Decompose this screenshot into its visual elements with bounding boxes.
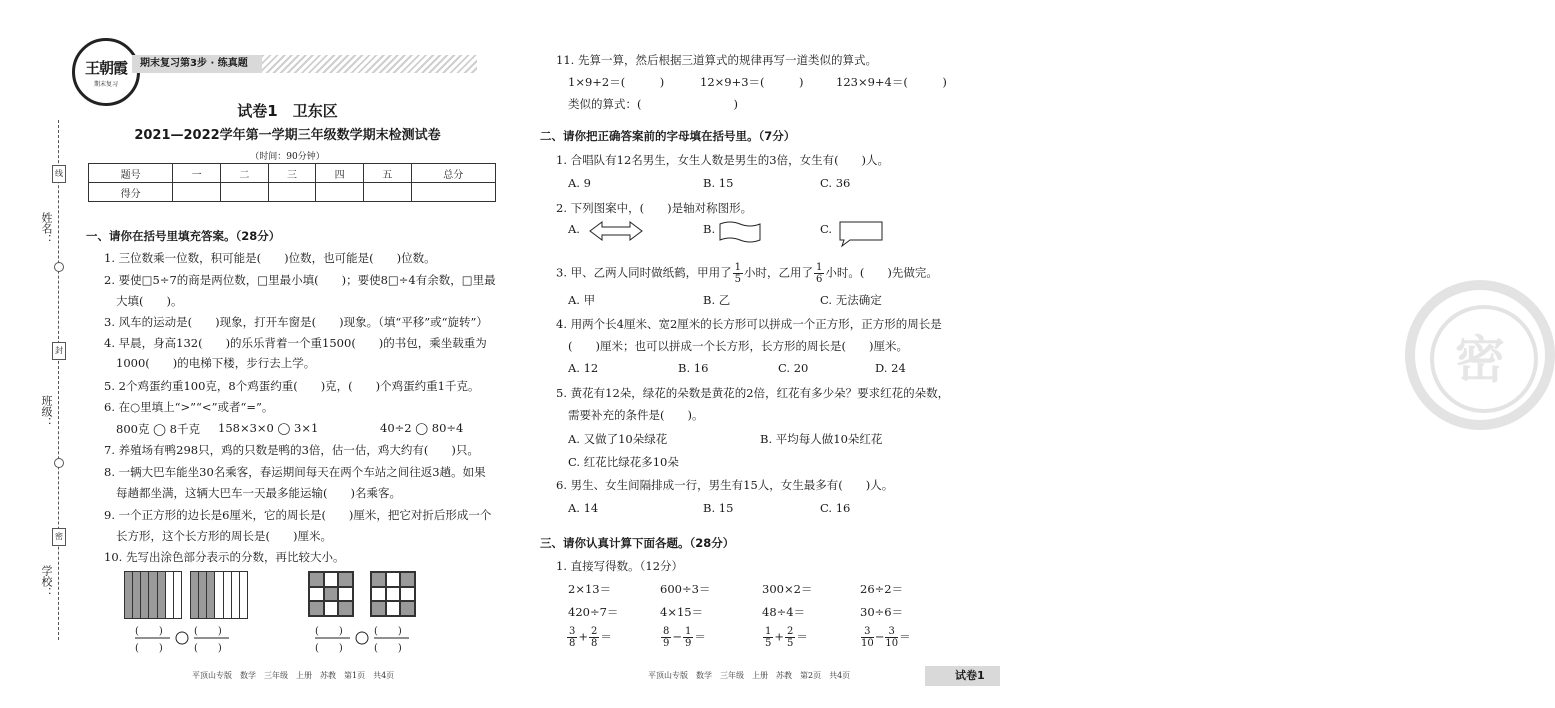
mc-question-3: 3. 甲、乙两人同时做纸鹤，甲用了 $\frac{1}{5}$ 小时，乙用了 $\frac{1}{6}$ 小时。( )先做完。 (556, 262, 938, 285)
score-cell: 五 (363, 164, 411, 183)
calc-item: 30÷6＝ (860, 605, 904, 619)
mc-question-5: 5. 黄花有12朵，绿花的朵数是黄花的2倍，红花有多少朵？要求红花的朵数， (556, 386, 950, 400)
mc-option: B. 15 (703, 176, 734, 190)
mc-option: C. 无法确定 (820, 293, 882, 307)
calc-item: 420÷7＝ (568, 605, 619, 619)
mc-question-2: 2. 下列图案中，( )是轴对称图形。 (556, 201, 753, 215)
calc-item: 48÷4＝ (762, 605, 806, 619)
mc-option: A. 14 (568, 501, 599, 515)
score-cell: 四 (316, 164, 364, 183)
binding-margin (0, 0, 75, 708)
question-11: 11. 先算一算，然后根据三道算式的规律再写一道类似的算式。 (556, 53, 877, 67)
fraction: $\frac{1}{6}$ (816, 262, 823, 285)
mc-option: A. (568, 222, 580, 236)
publisher-logo: 王朝霞 期末复习 (72, 38, 140, 106)
exam-tag: 试卷1 (925, 666, 1000, 686)
footer-left: 平顶山专版 数学 三年级 上册 苏教 第1页 共4页 (192, 671, 395, 680)
question-6a: 800克 ◯ 8千克 (116, 422, 200, 436)
calc-item: 2×13＝ (568, 582, 612, 596)
question-5: 5. 2个鸡蛋约重100克，8个鸡蛋约重( )克，( )个鸡蛋约重1千克。 (104, 379, 480, 393)
mc-option: C. 20 (778, 361, 809, 375)
calc-fraction-item: $\frac{3}{8}$ + $\frac{2}{8}$ ＝ (569, 626, 612, 649)
question-4-cont: 1000( )的电梯下楼，步行去上学。 (116, 356, 316, 370)
fraction-answer-blanks (130, 624, 470, 658)
binding-hole (54, 262, 64, 272)
exam-time: （时间：90分钟） (250, 152, 325, 162)
mc-option: D. 24 (875, 361, 906, 375)
header-stripes (262, 55, 477, 73)
mc-option: B. 乙 (703, 293, 731, 307)
mc-option: A. 12 (568, 361, 599, 375)
score-table-row (89, 183, 496, 202)
double-arrow-icon (588, 220, 644, 242)
question-6: 6. 在○里填上“>”“<”或者“=”。 (104, 400, 274, 414)
calc-fraction-item: $\frac{3}{10}$ − $\frac{3}{10}$ ＝ (861, 626, 911, 649)
question-2: 2. 要使□5÷7的商是两位数，□里最小填( )；要使8□÷4有余数，□里最 (104, 273, 496, 287)
binding-tag-xian: 线 (52, 165, 66, 183)
mc-option: A. 又做了10朵绿花 (568, 432, 668, 446)
question-8: 8. 一辆大巴车能坐30名乘客，春运期间每天在两个车站之间往返3趟。如果 (104, 465, 486, 479)
question-4: 4. 早晨，身高132( )的乐乐背着一个重1500( )的书包，乘坐载重为 (104, 336, 487, 350)
mc-question-1: 1. 合唱队有12名男生，女生人数是男生的3倍，女生有( )人。 (556, 153, 890, 167)
score-cell[interactable] (363, 183, 411, 202)
watermark-seal: 密 (1405, 280, 1555, 430)
calc-fraction-item: $\frac{1}{5}$ + $\frac{2}{5}$ ＝ (765, 626, 808, 649)
speech-bubble-icon (836, 220, 886, 248)
question-2-cont: 大填( )。 (116, 294, 183, 308)
question-6c: 40÷2 ◯ 80÷4 (380, 421, 464, 435)
expr-3: 123×9+4＝( ) (836, 75, 947, 89)
score-cell[interactable] (268, 183, 316, 202)
mc-option: A. 9 (568, 176, 591, 190)
section2-heading: 二、请你把正确答案前的字母填在括号里。（7分） (540, 129, 796, 143)
expr-similar: 类似的算式：( ) (568, 97, 738, 111)
exam-title: 试卷1 卫东区 (237, 102, 338, 120)
mc-option: C. 36 (820, 176, 851, 190)
question-9: 9. 一个正方形的边长是6厘米，它的周长是( )厘米，把它对折后形成一个 (104, 508, 492, 522)
question-10: 10. 先写出涂色部分表示的分数，再比较大小。 (104, 550, 345, 564)
fraction-grid-b (370, 571, 416, 617)
question-7: 7. 养殖场有鸭298只，鸡的只数是鸭的3倍，估一估，鸡大约有( )只。 (104, 443, 479, 457)
calc-item: 26÷2＝ (860, 582, 904, 596)
fraction-bar-a (124, 571, 182, 619)
svg-text:( ): ( ) (315, 626, 343, 637)
header-band: 期末复习第3步 · 练真题 (132, 55, 288, 73)
question-3: 3. 风车的运动是( )现象，打开车窗是( )现象。（填“平移”或“旋转”） (104, 315, 488, 329)
mc-question-4-cont: ( )厘米；也可以拼成一个长方形，长方形的周长是( )厘米。 (568, 339, 908, 353)
binding-tag-feng: 封 (52, 342, 66, 360)
mc-option: C. (820, 222, 833, 236)
calc-fraction-item: $\frac{8}{9}$ − $\frac{1}{9}$ ＝ (663, 626, 706, 649)
score-cell[interactable] (316, 183, 364, 202)
binding-hole (54, 458, 64, 468)
fraction: $\frac{1}{5}$ (734, 262, 742, 285)
class-label: 班级： (40, 395, 53, 428)
left-page (0, 0, 500, 708)
question-1: 1. 三位数乘一位数，积可能是( )位数，也可能是( )位数。 (104, 251, 436, 265)
score-cell: 总分 (411, 164, 495, 183)
score-cell: 一 (173, 164, 221, 183)
svg-text:( ): ( ) (135, 626, 163, 637)
mc-option: C. 红花比绿花多10朵 (568, 455, 679, 469)
mc-option: B. (703, 222, 716, 236)
calc-item: 600÷3＝ (660, 582, 711, 596)
svg-text:( ): ( ) (194, 643, 222, 654)
exam-subtitle: 2021—2022学年第一学期三年级数学期末检测试卷 (134, 128, 441, 143)
svg-text:( ): ( ) (374, 626, 402, 637)
score-cell: 三 (268, 164, 316, 183)
mc-option: B. 平均每人做10朵红花 (760, 432, 883, 446)
svg-text:( ): ( ) (135, 643, 163, 654)
school-label: 学校： (40, 565, 53, 598)
right-page (500, 0, 1505, 708)
question-8-cont: 每趟都坐满，这辆大巴车一天最多能运输( )名乘客。 (116, 486, 401, 500)
score-table-row (89, 164, 496, 183)
mc-question-6: 6. 男生、女生间隔排成一行，男生有15人，女生最多有( )人。 (556, 478, 894, 492)
score-cell: 题号 (89, 164, 173, 183)
name-label: 姓名： (40, 212, 53, 245)
mc-option: C. 16 (820, 501, 851, 515)
binding-tag-mi: 密 (52, 528, 66, 546)
svg-text:( ): ( ) (315, 643, 343, 654)
svg-text:( ): ( ) (194, 626, 222, 637)
flag-shape-icon (718, 220, 762, 246)
fraction-bar-b (190, 571, 248, 619)
binding-line (58, 120, 59, 640)
score-cell: 得分 (89, 183, 173, 202)
expr-2: 12×9+3＝( ) (700, 75, 804, 89)
fraction-grid-a (308, 571, 354, 617)
expr-1: 1×9+2＝( ) (568, 75, 665, 89)
mc-option: B. 16 (678, 361, 709, 375)
calc-item: 300×2＝ (762, 582, 813, 596)
question-6b: 158×3×0 ◯ 3×1 (218, 421, 319, 435)
score-table (88, 163, 496, 202)
score-cell: 二 (220, 164, 268, 183)
mc-question-4: 4. 用两个长4厘米、宽2厘米的长方形可以拼成一个正方形，正方形的周长是 (556, 317, 942, 331)
mc-option: A. 甲 (568, 293, 596, 307)
score-cell[interactable] (220, 183, 268, 202)
calc-item: 4×15＝ (660, 605, 704, 619)
score-cell[interactable] (173, 183, 221, 202)
question-9-cont: 长方形，这个长方形的周长是( )厘米。 (116, 529, 332, 543)
section3-heading: 三、请你认真计算下面各题。（28分） (540, 536, 735, 550)
section1-heading: 一、请你在括号里填充答案。（28分） (86, 229, 281, 243)
mc-option: B. 15 (703, 501, 734, 515)
score-cell[interactable] (411, 183, 495, 202)
svg-text:( ): ( ) (374, 643, 402, 654)
footer-right: 平顶山专版 数学 三年级 上册 苏教 第2页 共4页 (648, 671, 851, 680)
mc-question-5-cont: 需要补充的条件是( )。 (568, 408, 704, 422)
calc-subheading: 1. 直接写得数。（12分） (556, 559, 684, 573)
